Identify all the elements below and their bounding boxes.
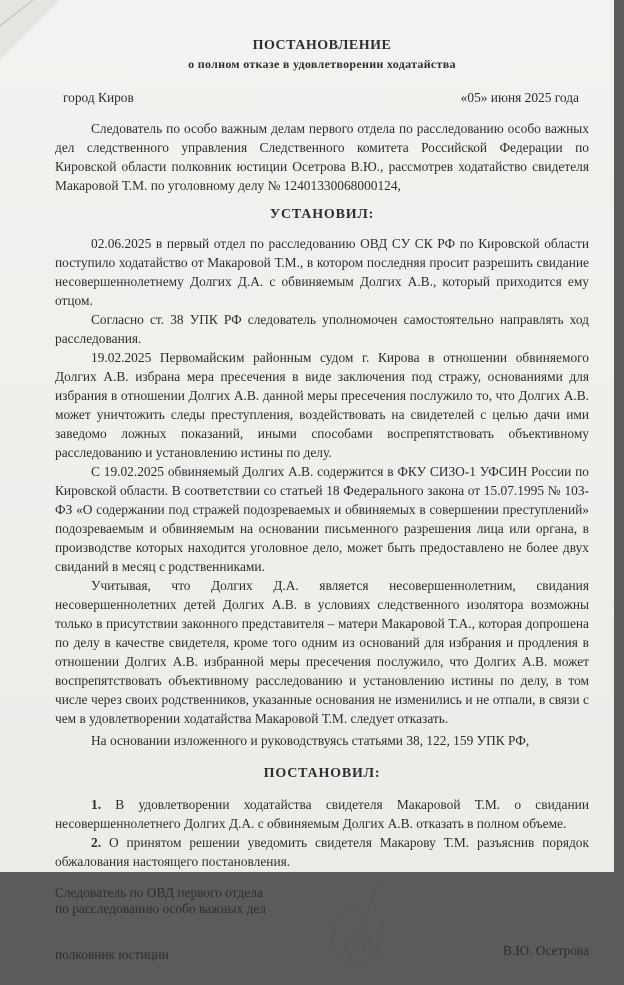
paragraph: С 19.02.2025 обвиняемый Долгих А.В. содержится в ФКУ СИЗО-1 УФСИН России по Кировской области. В соответствии со статьей 18 Федерального закона от 15.07.1995 № 103-ФЗ «О содержании под стражей подозреваемых и обвиняемых в совершении преступлений» подозреваемым и обвиняемым на основании письменного разрешения лица или органа, в производстве которых находится уголовное дело, может быть предоставлено не более двух свиданий в месяц с родственниками.	[55, 464, 589, 574]
paragraph: 02.06.2025 в первый отдел по расследованию ОВД СУ СК РФ по Кировской области поступило ходатайство от Макаровой Т.М., в котором последняя просит разрешить свидание несовершеннолетнему Долгих Д.А. с обвиняемым Долгих А.В., который приходится ему отцом.	[55, 236, 589, 308]
position-line: Следователь по ОВД первого отдела	[55, 885, 263, 900]
position-line: по расследованию особо важных дел	[55, 901, 266, 916]
paragraph: Согласно ст. 38 УПК РФ следователь уполномочен самостоятельно направлять ход расследования.	[55, 312, 589, 346]
signature-block	[55, 885, 589, 985]
resolved-heading: ПОСТАНОВИЛ:	[263, 766, 381, 781]
signatory-position	[55, 885, 266, 917]
item-text: О принятом решении уведомить свидетеля Макарову Т.М. разъяснив порядок обжалования настоящего постановления.	[55, 835, 589, 869]
item-number: 2.	[91, 835, 102, 850]
document-subtitle: о полном отказе в удовлетворении ходатайства	[188, 57, 456, 71]
document-title: ПОСТАНОВЛЕНИЕ	[252, 38, 392, 53]
intro-paragraph: Следователь по особо важным делам первого отдела по расследованию особо важных дел следственного управления Следственного комитета Российской Федерации по Кировской области полковник юстиции Осетрова В.Ю., рассмотрев ходатайство свидетеля Макаровой Т.М. по уголовному делу № 12401330068000124,	[55, 121, 589, 193]
resolution-item	[55, 795, 589, 833]
item-text: В удовлетворении ходатайства свидетеля Макаровой Т.М. о свидании несовершеннолетнего Долгих Д.А. с обвиняемым Долгих А.В. отказать в полном объеме.	[55, 797, 589, 831]
date: «05» июня 2025 года	[460, 90, 579, 105]
place-date-line	[55, 88, 589, 107]
paragraph: Учитывая, что Долгих Д.А. является несовершеннолетним, свидания несовершеннолетних детей Долгих А.В. в условиях следственного изолятора возможны только в присутствии законного представителя – матери Макаровой Т.А., которая допрошена по делу в качестве свидетеля, кроме того одним из оснований для избрания и продления в отношении Долгих А.В. избранной меры пресечения послужило, что Долгих А.В. может воспрепятствовать объективному расследованию и установлению истины по делу, в том числе через своих родственников, указанные основания не изменились и не отпали, в связи с чем в удовлетворении ходатайства Макаровой Т.М. следует отказать.	[55, 578, 589, 726]
paragraph: На основании изложенного и руководствуясь статьями 38, 122, 159 УПК РФ,	[91, 733, 530, 748]
city: город Киров	[63, 90, 134, 105]
handwritten-signature	[320, 865, 440, 975]
signatory-name: В.Ю. Осетрова	[503, 943, 589, 958]
paragraph: 19.02.2025 Первомайским районным судом г. Кирова в отношении обвиняемого Долгих А.В. избрана мера пресечения в виде заключения под стражу, основаниями для избрания в отношении Долгих А.В. данной меры пресечения послужило то, что Долгих А.В. может уничтожить следы преступления, воздействовать на свидетелей с целью дачи ими заведомо ложных показаний, иными способами воспрепятствовать объективному расследованию и установлению истины по делу.	[55, 350, 589, 460]
item-number: 1.	[91, 797, 102, 812]
established-heading: УСТАНОВИЛ:	[269, 207, 375, 222]
folded-corner	[0, 0, 60, 60]
document-body	[55, 36, 589, 985]
signatory-rank: полковник юстиции	[55, 947, 169, 962]
